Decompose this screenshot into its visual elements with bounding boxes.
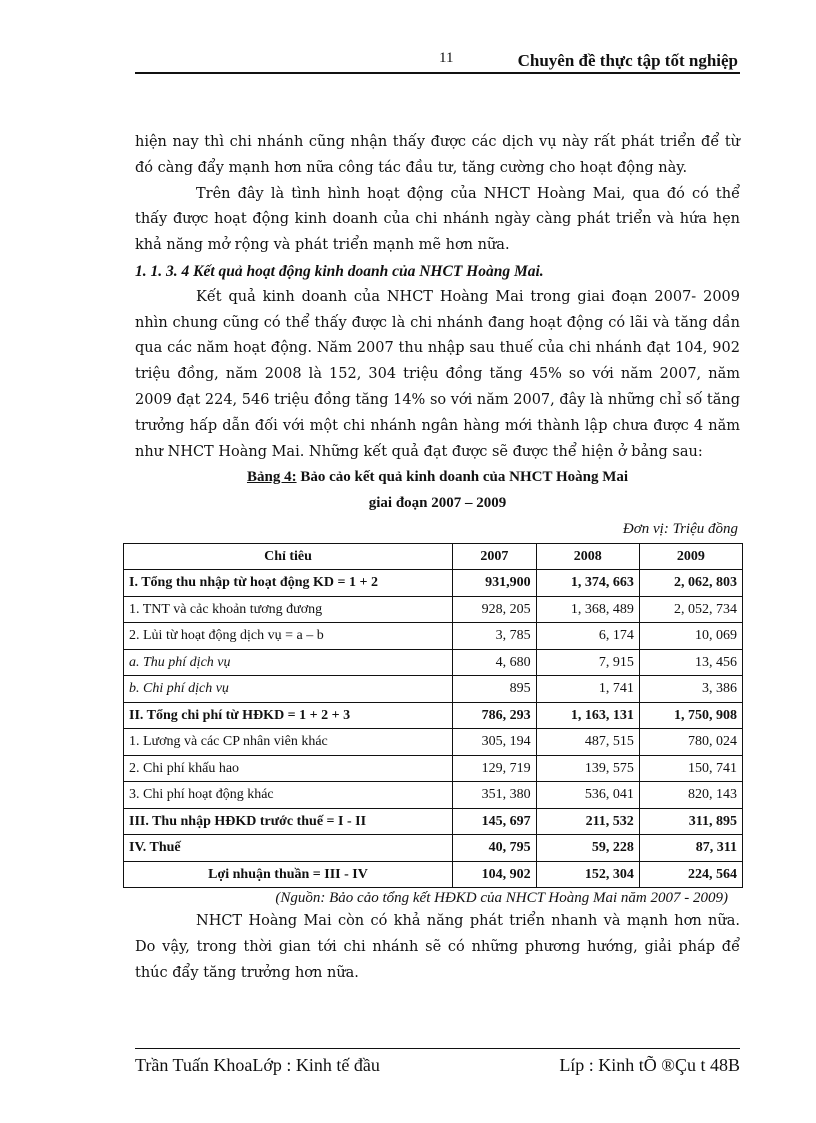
table-caption — [135, 465, 740, 491]
table-unit: Đơn vị: Triệu đồng — [622, 520, 738, 537]
section-heading: 1. 1. 3. 4 Kết quả hoạt động kinh doanh của NHCT Hoàng Mai. — [135, 262, 544, 280]
row-value-2008: 7, 915 — [536, 649, 639, 676]
table-row — [124, 861, 743, 888]
row-value-2007: 928, 205 — [453, 596, 537, 623]
row-value-2007: 4, 680 — [453, 649, 537, 676]
row-value-2007: 351, 380 — [453, 782, 537, 809]
row-value-2009: 13, 456 — [639, 649, 742, 676]
table-row — [124, 596, 743, 623]
page-header — [135, 46, 740, 74]
row-value-2008: 211, 532 — [536, 808, 639, 835]
col-header-indicator: Chỉ tiêu — [124, 543, 453, 570]
row-value-2007: 895 — [453, 676, 537, 703]
row-value-2009: 820, 143 — [639, 782, 742, 809]
row-value-2008: 536, 041 — [536, 782, 639, 809]
row-value-2009: 2, 062, 803 — [639, 570, 742, 597]
table-row — [124, 676, 743, 703]
row-value-2007: 104, 902 — [453, 861, 537, 888]
row-label: I. Tổng thu nhập từ hoạt động KD = 1 + 2 — [124, 570, 453, 597]
row-value-2008: 59, 228 — [536, 835, 639, 862]
row-label: III. Thu nhập HĐKD trước thuế = I - II — [124, 808, 453, 835]
row-value-2009: 87, 311 — [639, 835, 742, 862]
row-value-2007: 3, 785 — [453, 623, 537, 650]
table-row — [124, 570, 743, 597]
row-value-2007: 786, 293 — [453, 702, 537, 729]
row-value-2007: 129, 719 — [453, 755, 537, 782]
row-label: 2. Lủi từ hoạt động dịch vụ = a – b — [124, 623, 453, 650]
table-caption-period: giai đoạn 2007 – 2009 — [368, 495, 507, 512]
row-value-2008: 6, 174 — [536, 623, 639, 650]
row-label: 3. Chi phí hoạt động khác — [124, 782, 453, 809]
page-body — [129, 130, 740, 987]
table-row — [124, 729, 743, 756]
row-value-2009: 311, 895 — [639, 808, 742, 835]
row-label: IV. Thuế — [124, 835, 453, 862]
document-title: Chuyên đề thực tập tốt nghiệp — [517, 51, 738, 70]
table-row — [124, 702, 743, 729]
row-label: II. Tổng chi phí từ HĐKD = 1 + 2 + 3 — [124, 702, 453, 729]
row-value-2009: 1, 750, 908 — [639, 702, 742, 729]
row-label: 2. Chi phí khấu hao — [124, 755, 453, 782]
paragraph-1: hiện nay thì chi nhánh cũng nhận thấy được các dịch vụ này rất phát triển để từ đó càng đẩy mạnh hơn nữa công tác đầu tư, tăng cường cho hoạt động này. — [135, 134, 740, 176]
row-label: a. Thu phí dịch vụ — [124, 649, 453, 676]
row-value-2008: 1, 163, 131 — [536, 702, 639, 729]
paragraph-4: NHCT Hoàng Mai còn có khả năng phát triển nhanh và mạnh hơn nữa. Do vậy, trong thời gian tới chi nhánh sẽ có những phương hướng, giải pháp để thúc đẩy tăng trưởng hơn nữa. — [135, 913, 740, 981]
table-row — [124, 755, 743, 782]
row-value-2007: 40, 795 — [453, 835, 537, 862]
table-row — [124, 782, 743, 809]
table-source: (Nguồn: Bảo cảo tổng kết HĐKD của NHCT Hoàng Mai năm 2007 - 2009) — [275, 890, 728, 907]
row-value-2007: 145, 697 — [453, 808, 537, 835]
row-value-2008: 152, 304 — [536, 861, 639, 888]
table-header-row — [124, 543, 743, 570]
col-header-2009: 2009 — [639, 543, 742, 570]
row-label: Lợi nhuận thuần = III - IV — [124, 861, 453, 888]
row-value-2008: 1, 741 — [536, 676, 639, 703]
row-value-2008: 1, 368, 489 — [536, 596, 639, 623]
page-footer — [135, 1048, 740, 1075]
row-value-2008: 487, 515 — [536, 729, 639, 756]
row-value-2009: 224, 564 — [639, 861, 742, 888]
footer-class: Líp : Kinh tÕ ®Çu t 48B — [559, 1055, 740, 1075]
page-number: 11 — [439, 50, 454, 66]
table-caption-label: Bảng 4: — [246, 469, 297, 486]
row-value-2008: 1, 374, 663 — [536, 570, 639, 597]
paragraph-2: Trên đây là tình hình hoạt động của NHCT Hoàng Mai, qua đó có thể thấy được hoạt động kinh doanh của chi nhánh ngày càng phát triển và hứa hẹn khả năng mở rộng và phát triển mạnh mẽ hơn nữa. — [135, 185, 740, 254]
row-value-2008: 139, 575 — [536, 755, 639, 782]
col-header-2008: 2008 — [536, 543, 639, 570]
row-label: 1. Lương và các CP nhân viên khác — [124, 729, 453, 756]
business-results-table — [123, 543, 743, 889]
table-row — [124, 649, 743, 676]
row-value-2009: 150, 741 — [639, 755, 742, 782]
table-caption-title: Bảo cảo kết quả kinh doanh của NHCT Hoàng Mai — [296, 469, 629, 486]
table-row — [124, 623, 743, 650]
row-label: b. Chi phí dịch vụ — [124, 676, 453, 703]
paragraph-3: Kết quả kinh doanh của NHCT Hoàng Mai trong giai đoạn 2007- 2009 nhìn chung cũng có thể thấy được là chi nhánh đang hoạt động có lãi và tăng dần qua các năm hoạt động. Năm 2007 thu nhập sau thuế của chi nhánh đạt 104, 902 triệu đồng, năm 2008 là 152, 304 triệu đồng tăng 45% so với năm 2007, năm 2009 đạt 224, 546 triệu đồng tăng 14% so với năm 2007, đây là những chỉ số tăng trưởng hấp dẫn đối với một chi nhánh ngân hàng mới thành lập chưa được 4 năm như NHCT Hoàng Mai. Những kết quả đạt được sẽ được thể hiện ở bảng sau: — [135, 288, 740, 460]
row-value-2009: 780, 024 — [639, 729, 742, 756]
footer-author: Trần Tuấn KhoaLớp : Kinh tế đầu — [135, 1055, 380, 1075]
col-header-2007: 2007 — [453, 543, 537, 570]
row-value-2009: 10, 069 — [639, 623, 742, 650]
row-value-2007: 305, 194 — [453, 729, 537, 756]
table-row — [124, 808, 743, 835]
row-value-2009: 2, 052, 734 — [639, 596, 742, 623]
row-value-2007: 931,900 — [453, 570, 537, 597]
table-row — [124, 835, 743, 862]
row-value-2009: 3, 386 — [639, 676, 742, 703]
row-label: 1. TNT và cảc khoản tương đương — [124, 596, 453, 623]
